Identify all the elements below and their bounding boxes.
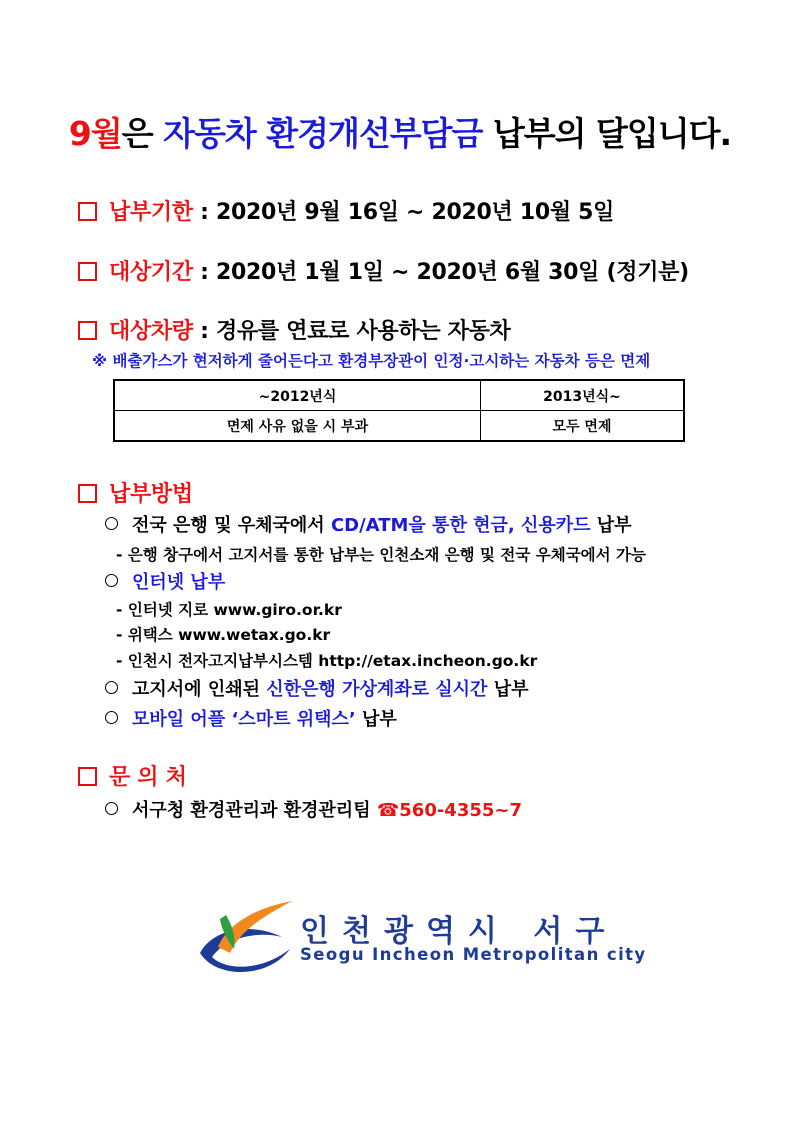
- section-due: [78, 195, 614, 226]
- logo-korean-name: 인천광역시 서구: [300, 914, 618, 949]
- bank-note: - 은행 창구에서 고지서를 통한 납부는 인천소재 은행 및 전국 우체국에서 가능: [116, 546, 646, 564]
- payment-label: 납부방법: [109, 482, 193, 507]
- section-payment: [78, 477, 193, 508]
- section-vehicles: [78, 314, 510, 345]
- vehicle-year-table: [113, 379, 685, 442]
- table-header-cell: ~2012년식: [114, 380, 480, 411]
- table-cell: 모두 면제: [480, 411, 684, 442]
- table-row: [114, 380, 684, 411]
- contact-phone: ☎560-4355~7: [376, 800, 523, 821]
- title-tail: 납부의 달입니다.: [482, 114, 732, 153]
- title-subject: 자동차 환경개선부담금: [163, 114, 483, 153]
- table-row: [114, 411, 684, 442]
- period-value: : 2020년 1월 1일 ~ 2020년 6월 30일 (정기분): [192, 260, 689, 285]
- due-value: : 2020년 9월 16일 ~ 2020년 10월 5일: [192, 200, 615, 225]
- title-month: 9월: [68, 114, 122, 153]
- list-item: 고지서에 인쇄된 신한은행 가상계좌로 실시간 납부: [105, 675, 529, 701]
- site-giro: - 인터넷 지로 www.giro.or.kr: [116, 601, 342, 619]
- checkbox-square-icon: [78, 321, 97, 340]
- seogu-logo-icon: [196, 897, 296, 977]
- vehicles-exemption-note: ※ 배출가스가 현저하게 줄어든다고 환경부장관이 인정·고시하는 자동차 등은 면제: [92, 352, 651, 370]
- circle-bullet-icon: [105, 681, 118, 694]
- circle-bullet-icon: [105, 517, 118, 530]
- checkbox-square-icon: [78, 484, 97, 503]
- checkbox-square-icon: [78, 202, 97, 221]
- checkbox-square-icon: [78, 767, 97, 786]
- circle-bullet-icon: [105, 574, 118, 587]
- site-etax: - 인천시 전자고지납부시스템 http://etax.incheon.go.kr: [116, 652, 538, 670]
- contact-text: 서구청 환경관리과 환경관리팀: [132, 800, 377, 821]
- title-particle: 은: [121, 114, 164, 153]
- vehicles-value: : 경유를 연료로 사용하는 자동차: [192, 319, 511, 344]
- circle-bullet-icon: [105, 711, 118, 724]
- due-label: 납부기한: [109, 200, 193, 225]
- page-title: [0, 108, 800, 155]
- section-contact: [78, 760, 187, 791]
- period-label: 대상기간: [109, 260, 193, 285]
- table-cell: 면제 사유 없을 시 부과: [114, 411, 480, 442]
- checkbox-square-icon: [78, 262, 97, 281]
- table-header-cell: 2013년식~: [480, 380, 684, 411]
- contact-label: 문 의 처: [109, 765, 187, 790]
- section-period: [78, 255, 689, 286]
- list-item: 인터넷 납부: [105, 568, 225, 594]
- circle-bullet-icon: [105, 802, 118, 815]
- logo-english-name: Seogu Incheon Metropolitan city: [300, 945, 647, 964]
- site-wetax: - 위택스 www.wetax.go.kr: [116, 626, 331, 644]
- list-item: 모바일 어플 ‘스마트 위택스’ 납부: [105, 705, 397, 731]
- vehicles-label: 대상차량: [109, 319, 193, 344]
- list-item: 전국 은행 및 우체국에서 CD/ATM을 통한 현금, 신용카드 납부: [105, 511, 632, 537]
- contact-line: [105, 796, 522, 822]
